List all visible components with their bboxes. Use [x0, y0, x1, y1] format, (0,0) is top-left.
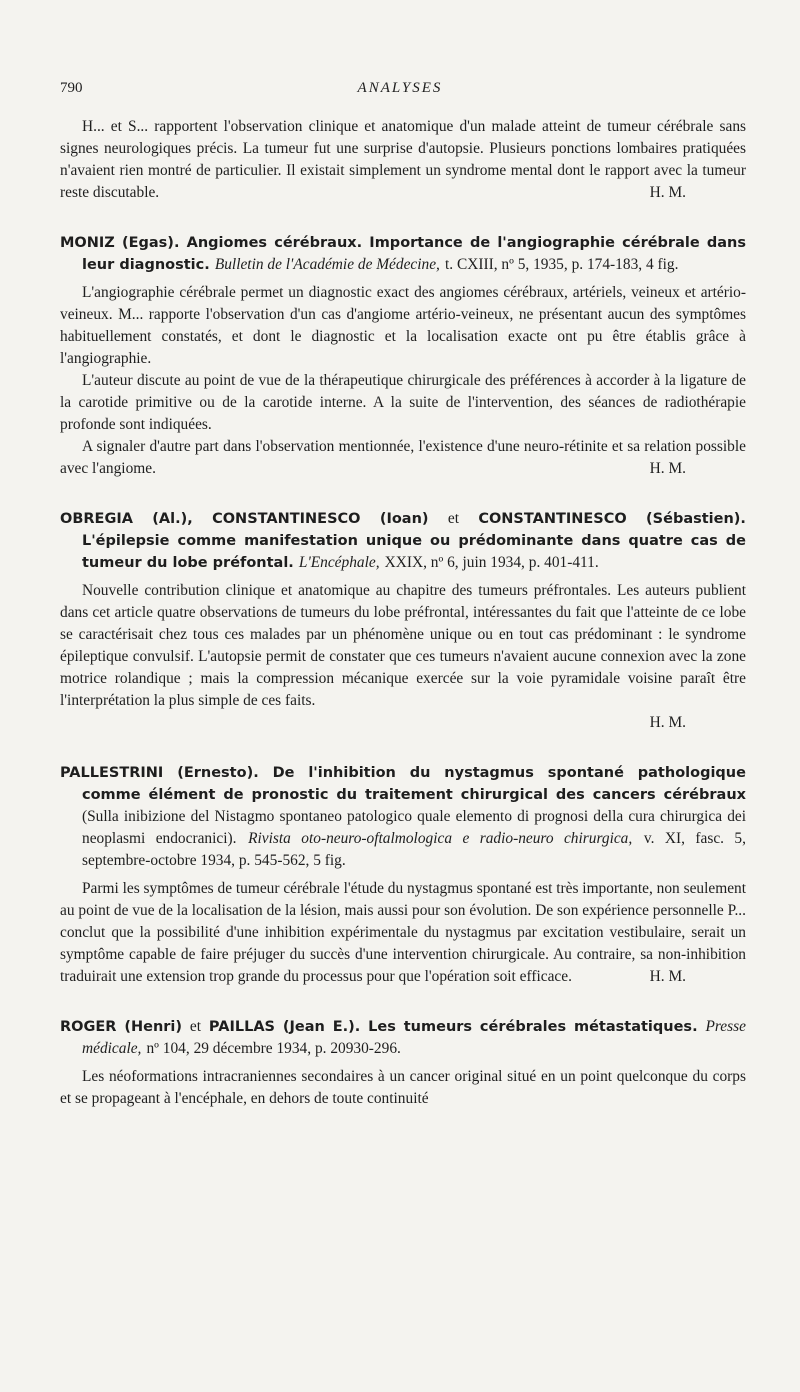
abstract-paragraph: L'angiographie cérébrale permet un diagnostic exact des angiomes cérébraux, artériels, veineux et artério-veineux. M... rapporte l'observation d'un cas d'angiome artério-veineux, ne présentant aucun des symptômes habituellement constatés, et dont le diagnostic et la localisation exacte ont pu être établis grâce à l'angiographie. [60, 284, 746, 367]
abstract [60, 282, 746, 480]
author-firstname: (Egas). [121, 235, 180, 251]
signature: H. M. [649, 968, 686, 985]
author-name: PALLESTRINI [60, 765, 164, 781]
running-head: ANALYSES [357, 80, 443, 96]
abstract-paragraph: Les néoformations intracraniennes secondaires à un cancer original situé en un point quelconque du corps et se propageant à l'encéphale, en dehors de toute continuité [60, 1068, 746, 1107]
author-connector: et [189, 1018, 202, 1035]
author-connector: et [447, 510, 459, 527]
body-text [60, 116, 746, 1110]
signature: H. M. [649, 460, 686, 477]
article-title: L'épilepsie comme manifestation unique ou prédominante dans quatre cas de tumeur du lobe préfontal. [82, 533, 746, 571]
abstract [60, 878, 746, 988]
author-name-3: CONSTANTINESCO (Sébastien). [478, 511, 746, 527]
entry-heading [60, 508, 746, 574]
article-title: Les tumeurs cérébrales métastatiques. [368, 1019, 698, 1035]
author-name: OBREGIA [60, 511, 133, 527]
abstract-text: A signaler d'autre part dans l'observation mentionnée, l'existence d'une neuro-rétinite et sa relation possible avec l'angiome. [60, 438, 746, 477]
source-journal: L'Encéphale, [298, 554, 380, 571]
source-journal: Presse médicale, [82, 1018, 746, 1057]
author-name-2: CONSTANTINESCO (Ioan) [212, 511, 429, 527]
intro-signature: H. M. [649, 184, 686, 201]
abstract-paragraph [60, 878, 746, 988]
source-journal: Rivista oto-neuro-oftalmologica e radio-neuro chirurgica, [248, 830, 633, 847]
entry-heading [60, 762, 746, 872]
source-details: XXIX, nº 6, juin 1934, p. 401-411. [384, 554, 599, 571]
page-number: 790 [60, 80, 83, 96]
source-details: nº 104, 29 décembre 1934, p. 20930-296. [146, 1040, 401, 1057]
abstract-paragraph: L'auteur discute au point de vue de la thérapeutique chirurgicale des préférences à accorder à la ligature de la carotide primitive ou de la carotide interne. A la suite de l'intervention, des séances de radiothérapie profonde sont indiquées. [60, 372, 746, 433]
entry-moniz [60, 232, 746, 480]
intro-text: H... et S... rapportent l'observation clinique et anatomique d'un malade atteint de tumeur cérébrale sans signes neurologiques précis. La tumeur fut une surprise d'autopsie. Plusieurs ponctions lombaires pratiquées n'avaient rien montré de particulier. Il existait simplement un syndrome mental dont le rapport avec la tumeur reste discutable. [60, 118, 746, 201]
abstract-text: Parmi les symptômes de tumeur cérébrale l'étude du nystagmus spontané est très importante, non seulement au point de vue de la localisation de la lésion, mais aussi pour son évolution. De son expérience personnelle P... conclut que la possibilité d'une inhibition expérimentale du nystagmus par excitation vestibulaire, serait un symptôme capable de faire préjuger du succès d'une intervention chirurgicale. Au contraire, sa non-inhibition traduirait une extension trop grande du processus pour que l'opération soit efficace. [60, 880, 746, 985]
entry-heading [60, 1016, 746, 1060]
source-journal: Bulletin de l'Académie de Médecine, [214, 256, 440, 273]
author-name: MONIZ [60, 235, 115, 251]
signature: H. M. [649, 714, 686, 731]
source-details: v. XI, fasc. 5, septembre-octobre 1934, p. 545-562, 5 fig. [82, 830, 746, 869]
author-firstname: (Al.), [152, 511, 193, 527]
entry-roger [60, 1016, 746, 1110]
article-title: De l'inhibition du nystagmus spontané pathologique comme élément de pronostic du traitement chirurgical des cancers cérébraux [82, 765, 746, 803]
intro-paragraph [60, 116, 746, 204]
author-firstname: (Ernesto). [177, 765, 259, 781]
author-firstname: (Henri) [124, 1019, 183, 1035]
abstract-paragraph: Nouvelle contribution clinique et anatomique au chapitre des tumeurs préfrontales. Les auteurs publient dans cet article quatre observations de tumeurs du lobe préfrontal, intéressantes du fait que l'atteinte de ce lobe se caractérisait chez tous ces malades par un phénomène unique ou en tout cas prédominant : le syndrome épileptique convulsif. L'autopsie permit de constater que ces tumeurs n'avaient aucune connexion avec la zone motrice rolandique ; mais la compression mécanique exercée sur la voie pyramidale voisine paraît être l'interprétation la plus simple de ces faits. [60, 582, 746, 709]
original-title: (Sulla inibizione del Nistagmo spontaneo patologico quale elemento di prognosi della cura chirurgica dei neoplasmi endocranici). [82, 808, 746, 847]
entry-obregia [60, 508, 746, 734]
article-title: Angiomes cérébraux. Importance de l'angiographie cérébrale dans leur diagnostic. [82, 235, 746, 273]
author-name-2: PAILLAS (Jean E.). [208, 1019, 361, 1035]
entry-pallestrini [60, 762, 746, 988]
abstract [60, 580, 746, 734]
abstract [60, 1066, 746, 1110]
author-name: ROGER [60, 1019, 117, 1035]
entry-heading [60, 232, 746, 276]
source-details: t. CXIII, nº 5, 1935, p. 174-183, 4 fig. [444, 256, 679, 273]
abstract-paragraph [60, 436, 746, 480]
page-header [60, 72, 740, 102]
